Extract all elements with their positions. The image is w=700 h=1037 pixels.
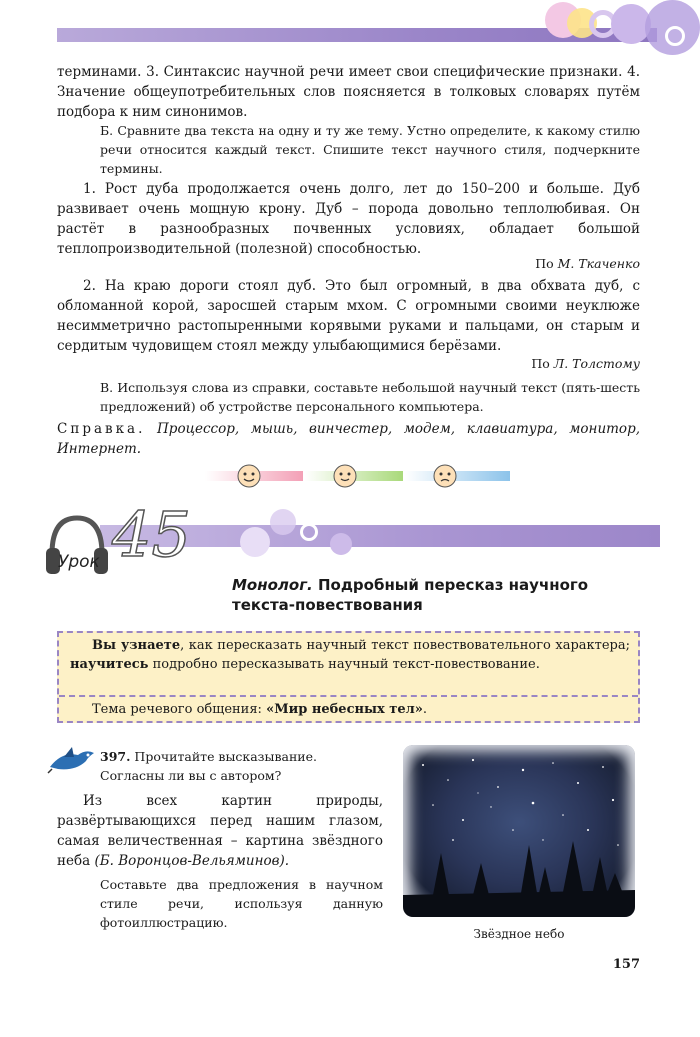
exercise-number: 397. xyxy=(100,749,131,764)
topic-value: «Мир небесных тел» xyxy=(266,702,423,717)
source-author: М. Ткаченко xyxy=(557,256,640,271)
reference-words: Процессор, мышь, винчестер, модем, клавиатура, монитор, Интернет. xyxy=(57,421,640,457)
goals-text xyxy=(70,636,630,674)
task-v: В. Используя слова из справки, составьте небольшой научный текст (пять-шесть предложений) об устройстве персонального компьютера. xyxy=(100,380,640,414)
header-circles xyxy=(545,0,700,60)
topic-end: . xyxy=(422,702,428,717)
quote-text: Из всех картин природы, развёртывающихся перед нашим глазом, самая величественная – картина звёздного неба xyxy=(57,793,383,869)
text-2: 2. На краю дороги стоял дуб. Это был огромный, в два обхвата дуб, с обломанной корой, заросшей старым мхом. С огромными своими неуклюже несимметрично растопыренными корявыми руками и пальцами, он старым и сердитым чудовищем стоял между улыбающимися берёзами. xyxy=(57,278,640,354)
source-prefix: По xyxy=(535,256,558,271)
exercise-instruction xyxy=(100,747,382,785)
quote-author: (Б. Воронцов-Вельяминов). xyxy=(94,853,290,869)
reference-label: Справка. xyxy=(57,421,146,437)
text-2-source xyxy=(300,356,640,371)
smiling-face-icon xyxy=(333,463,357,489)
task-b: Б. Сравните два текста на одну и ту же тему. Устно определите, к какому стилю речи относится каждый текст. Спишите текст научного стиля, подчеркните термины. xyxy=(100,123,640,176)
lesson-number: 45 xyxy=(112,498,191,571)
goals-bold-2: научитесь xyxy=(70,657,149,672)
starry-sky-image xyxy=(403,745,635,917)
goals-text-2: подробно пересказывать научный текст-повествование. xyxy=(148,657,540,672)
exercise-quote xyxy=(57,791,383,871)
text-1-source xyxy=(300,256,640,271)
topic-label: Тема речевого общения: xyxy=(92,702,267,717)
smiley-divider xyxy=(205,463,510,489)
exercise-instruction-text: Прочитайте высказывание. Согласны ли вы с автором? xyxy=(100,749,317,783)
reference xyxy=(57,419,640,459)
page-number: 157 xyxy=(612,957,640,972)
exercise-task: Составьте два предложения в научном стиле речи, используя данную фотоиллюстрацию. xyxy=(100,877,383,930)
lesson-band-circles xyxy=(240,505,420,565)
lesson-label: Урок xyxy=(58,552,100,572)
intro-paragraph: терминами. 3. Синтаксис научной речи имеет свои специфические признаки. 4. Значение общеупотребительных слов поясняется в толковых словарях путём подбора к ним синонимов. xyxy=(57,64,640,120)
photo-caption: Звёздное небо xyxy=(473,927,565,941)
lesson-title-rest: Подробный пересказ научного текста-повествования xyxy=(232,576,589,614)
source-author: Л. Толстому xyxy=(553,356,640,371)
happy-face-icon xyxy=(237,463,261,489)
sad-face-icon xyxy=(433,463,457,489)
source-prefix: По xyxy=(531,356,554,371)
goals-divider xyxy=(59,695,638,697)
goals-text-1: , как пересказать научный текст повествовательного характера; xyxy=(180,638,630,653)
bird-icon xyxy=(46,745,98,775)
text-1: 1. Рост дуба продолжается очень долго, лет до 150–200 и больше. Дуб развивает очень мощную крону. Дуб – порода довольно теплолюбивая. Он растёт в разнообразных почвенных условиях, обладает большой теплопроизводительной (полезной) способностью. xyxy=(57,181,640,257)
goals-bold-1: Вы узнаете xyxy=(92,638,181,653)
lesson-title-italic: Монолог. xyxy=(232,576,313,594)
goals-topic xyxy=(92,700,632,719)
starry-sky-photo xyxy=(403,745,635,917)
lesson-title xyxy=(232,575,652,615)
